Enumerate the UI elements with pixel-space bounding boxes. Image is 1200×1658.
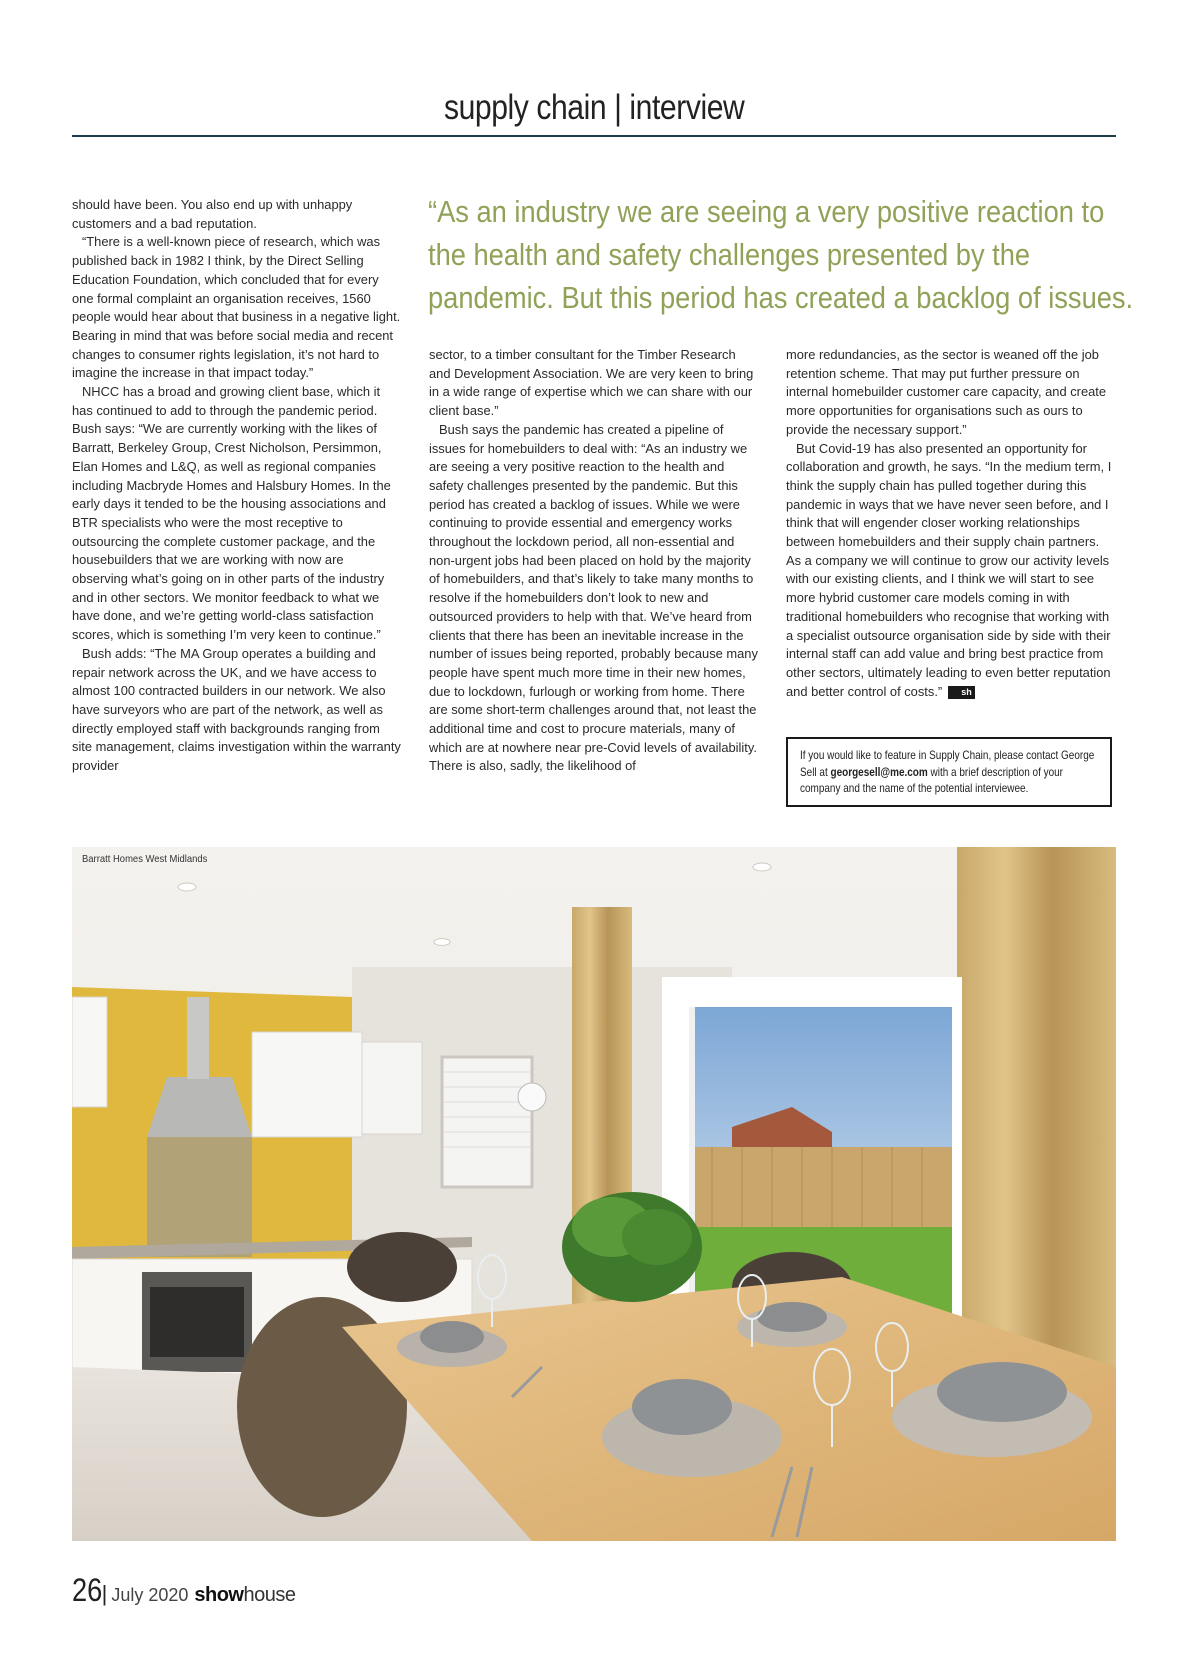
header-rule xyxy=(72,135,1116,137)
paragraph xyxy=(786,440,1116,702)
paragraph-text: But Covid-19 has also presented an opportunity for collaboration and growth, he says. “In the medium term, I think the supply chain has pulled together during this pandemic in ways that we have never seen before, and I think that will engender closer working relationships between homebuilders and their supply chain partners. As a company we will continue to grow our activity levels with our existing clients, and I think we will start to see more hybrid customer care models coming in with traditional homebuilders who recognise that working with a specialist outsource organisation side by side with their internal staff can add value and bring best practice from other sectors, ultimately leading to even better reputation and better control of costs.” xyxy=(786,440,1112,699)
article-column-2 xyxy=(429,346,759,776)
article-column-1 xyxy=(72,196,402,776)
contact-text xyxy=(800,748,1101,798)
page-number: 26 xyxy=(72,1572,103,1608)
issue-date: July 2020 xyxy=(111,1585,189,1605)
pull-quote-line: “As an industry we are seeing a very positive reaction to xyxy=(428,194,1105,229)
paragraph: NHCC has a broad and growing client base, which it has continued to add to through the pandemic period. Bush says: “We are currently working with the likes of Barratt, Berkeley Group, Crest Nicholson, Persimmon, Elan Homes and L&Q, as well as regional companies including Macbryde Homes and Halsbury Homes. In the early days it tended to be the housing associations and BTR specialists who were the most receptive to outsourcing the complete customer package, and the housebuilders that we are working with now are observing what’s going on in other parts of the industry and in other sectors. We monitor feedback to what we have done, and we’re getting world-class satisfaction scores, which is something I’m very keen to continue.” xyxy=(72,384,391,643)
section-title: supply chain | interview xyxy=(444,88,745,127)
kitchen-photo xyxy=(72,847,1116,1541)
paragraph: sector, to a timber consultant for the Timber Research and Development Association. We are very keen to bring in a wide range of expertise which we can share with our client base.” xyxy=(429,347,754,419)
contact-email[interactable]: georgesell@me.com xyxy=(830,765,928,779)
paragraph: should have been. You also end up with unhappy customers and a bad reputation. xyxy=(72,197,353,231)
pull-quote-line: the health and safety challenges presented by the xyxy=(428,237,1031,272)
footer-separator: | xyxy=(101,1581,108,1606)
kitchen-dining-illustration xyxy=(72,847,1116,1541)
contact-text-post: with a brief description of your company and the name of the potential interviewee. xyxy=(800,765,1064,795)
paragraph: Bush says the pandemic has created a pipeline of issues for homebuilders to deal with: “As an industry we are seeing a very positive reaction to the health and safety challenges presented by the pandemic. But this period has created a backlog of issues. While we were continuing to provide essential and emergency works throughout the lockdown period, all non-essential and non-urgent jobs had been placed on hold by the majority of homebuilders, and that’s likely to take many months to resolve if the homebuilders don’t look to new and outsourced providers to help with that. We’ve heard from clients that there has been an inevitable increase in the number of issues being reported, probably because many people have spent much more time in their new homes, due to lockdown, furlough or working from home. There are some short-term challenges around that, not least the additional time and cost to procure materials, many of which are at nowhere near pre-Covid levels of availability. There is also, sadly, the likelihood of xyxy=(429,421,758,774)
paragraph: “There is a well-known piece of research, which was published back in 1982 I think, by the Direct Selling Education Foundation, which concluded that for every one formal complaint an organisation receives, 1560 people would hear about that business in a negative light. Bearing in mind that was before social media and recent changes to consumer rights legislation, it’s not hard to imagine the increase in that impact today.” xyxy=(72,234,401,381)
contact-box xyxy=(786,737,1112,807)
pull-quote xyxy=(428,190,1134,319)
article-column-3 xyxy=(786,346,1116,701)
paragraph: Bush adds: “The MA Group operates a building and repair network across the UK, and we have access to almost 100 contracted builders in our network. We also have surveyors who are part of the network, as well as directly employed staff with backgrounds ranging from site management, claims investigation within the warranty provider xyxy=(72,645,401,774)
paragraph: more redundancies, as the sector is weaned off the job retention scheme. That may put further pressure on internal homebuilder customer care capacity, and create more opportunities for organisations such as ours to provide the necessary support.” xyxy=(786,347,1107,437)
end-mark-badge: sh xyxy=(948,686,975,699)
brand-logo-light: house xyxy=(243,1584,296,1606)
brand-logo-bold: show xyxy=(194,1584,244,1606)
page-footer xyxy=(72,1572,296,1612)
photo-caption: Barratt Homes West Midlands xyxy=(82,853,208,865)
pull-quote-line: pandemic. But this period has created a backlog of issues. xyxy=(428,280,1134,315)
contact-text-pre: If you would like to feature in Supply Chain, please contact George Sell at xyxy=(800,749,1095,779)
